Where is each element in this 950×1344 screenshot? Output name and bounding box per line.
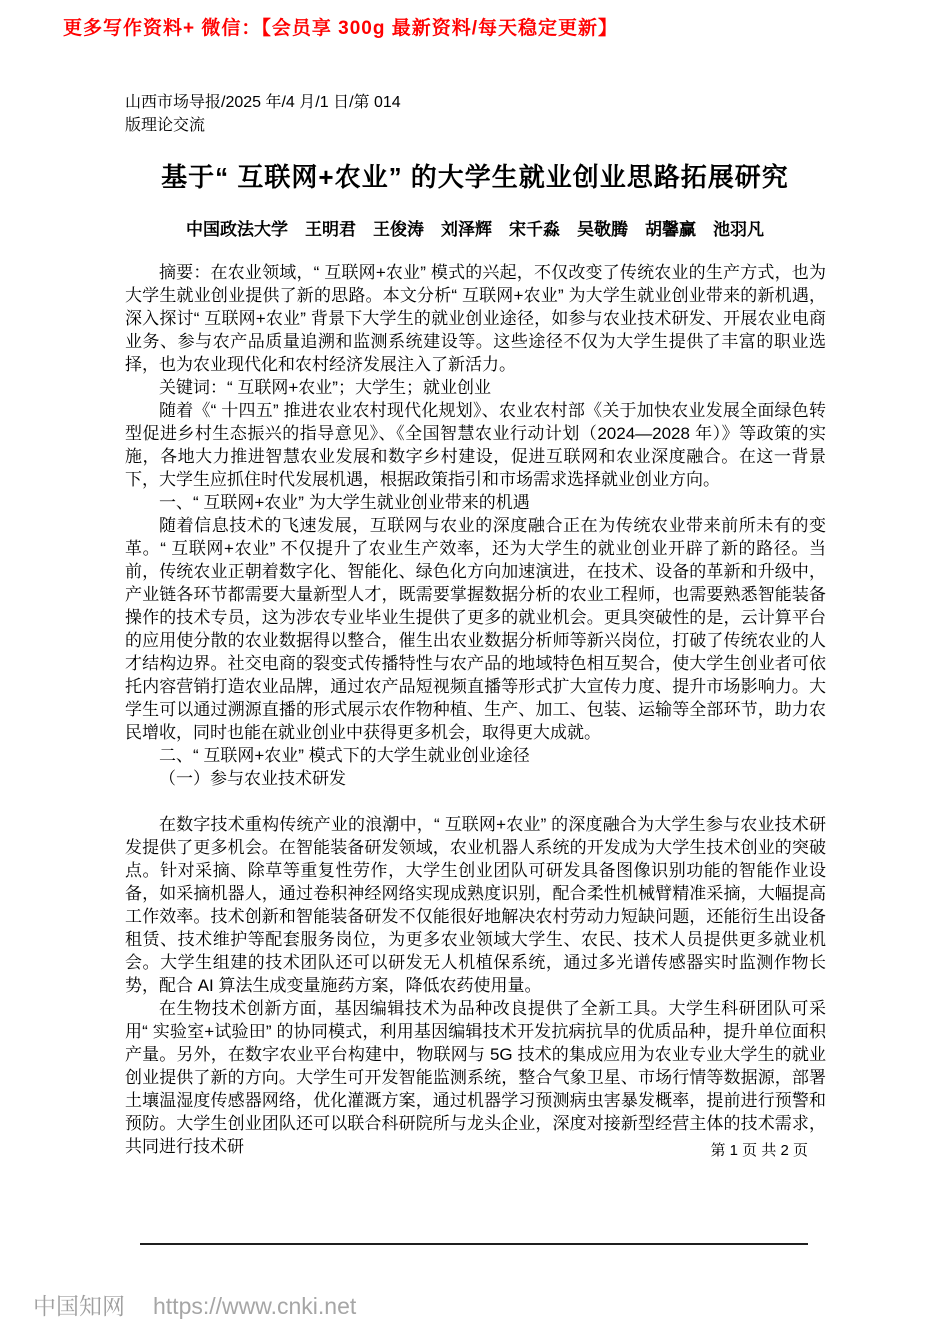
section-heading-1: 一、“ 互联网+农业” 为大学生就业创业带来的机遇	[159, 493, 530, 512]
section-1-paragraph: 随着信息技术的飞速发展，互联网与农业的深度融合正在为传统农业带来前所未有的变革。“ 互联网+农业” 不仅提升了农业生产效率，还为大学生的就业创业开辟了新的路径。当前，传统农业正朝着数字化、智能化、绿色化方向加速演进，在技术、设备的革新和升级中，产业链各环节都需要大量新型人才，既需要掌握数据分析的农业工程师，也需要熟悉智能装备操作的技术专员，这为涉农专业毕业生提供了更多的就业机会。更具突破性的是，云计算平台的应用使分散的农业数据得以整合，催生出农业数据分析师等新兴岗位，打破了传统农业的人才结构边界。社交电商的裂变式传播特性与农产品的地域特色相互契合，使大学生创业者可依托内容营销打造农业品牌，通过农产品短视频直播等形式扩大宣传力度、提升市场影响力。大学生可以通过溯源直播的形式展示农作物种植、生产、加工、包装、运输等全部环节，助力农民增收，同时也能在就业创业中获得更多机会，取得更大成就。	[125, 516, 826, 742]
section-heading-2: 二、“ 互联网+农业” 模式下的大学生就业创业途径	[159, 746, 530, 765]
source-line-2: 版理论交流	[125, 117, 206, 134]
site-footer	[33, 1288, 356, 1321]
subsection-heading-2-1: （一）参与农业技术研发	[159, 769, 346, 788]
source-info	[125, 91, 825, 137]
abstract-paragraph: 摘要：在农业领域，“ 互联网+农业” 模式的兴起，不仅改变了传统农业的生产方式，也为大学生就业创业提供了新的思路。本文分析“ 互联网+农业” 为大学生就业创业带来的新机遇，深入探讨“ 互联网+农业” 背景下大学生的就业创业途径，如参与农业技术研发、开展农业电商业务、参与农产品质量追溯和监测系统建设等。这些途径不仅为大学生提供了丰富的职业选择，也为农业现代化和农村经济发展注入了新活力。	[125, 263, 826, 374]
subsection-2-1-paragraph-2: 在生物技术创新方面，基因编辑技术为品种改良提供了全新工具。大学生科研团队可采用“ 实验室+试验田” 的协同模式，利用基因编辑技术开发抗病抗旱的优质品种，提升单位面积产量。另外，在数字农业平台构建中，物联网与 5G 技术的集成应用为农业专业大学生的就业创业提供了新的方向。大学生可开发智能监测系统，整合气象卫星、市场行情等数据源，部署土壤温湿度传感器网络，优化灌溉方案，通过机器学习预测病虫害暴发概率，提前进行预警和预防。大学生创业团队还可以联合科研院所与龙头企业，深度对接新型经营主体的技术需求，共同进行技术研	[125, 999, 826, 1156]
keywords-line: 关键词：“ 互联网+农业”；大学生；就业创业	[159, 378, 491, 397]
article-title: 基于“ 互联网+农业” 的大学生就业创业思路拓展研究	[161, 162, 789, 192]
subsection-2-1-paragraph-1: 在数字技术重构传统产业的浪潮中，“ 互联网+农业” 的深度融合为大学生参与农业技术研发提供了更多机会。在智能装备研发领域，农业机器人系统的开发成为大学生技术创业的突破点。针对采摘、除草等重复性劳作，大学生创业团队可研发具备图像识别功能的智能作业设备，如采摘机器人，通过卷积神经网络实现成熟度识别，配合柔性机械臂精准采摘，大幅提高工作效率。技术创新和智能装备研发不仅能很好地解决农村劳动力短缺问题，还能衍生出设备租赁、技术维护等配套服务岗位，为更多农业领域大学生、农民、技术人员提供更多就业机会。大学生组建的技术团队还可以研发无人机植保系统，通过多光谱传感器实时监测作物长势，配合 AI 算法生成变量施药方案，降低农药使用量。	[125, 815, 826, 995]
cnki-brand-watermark: 中国知网	[33, 1293, 125, 1319]
promo-banner: 更多写作资料+ 微信：【会员享 300g 最新资料/每天稳定更新】	[63, 18, 619, 39]
article-body	[125, 261, 826, 1158]
page-number-indicator: 第 1 页 共 2 页	[710, 1142, 808, 1159]
footer-divider-line	[140, 1243, 808, 1245]
intro-paragraph: 随着《“ 十四五” 推进农业农村现代化规划》、农业农村部《关于加快农业发展全面绿色转型促进乡村生态振兴的指导意见》、《全国智慧农业行动计划（2024—2028 年）》等政策的实施，各地大力推进智慧农业发展和数字乡村建设，促进互联网和农业深度融合。在这一背景下，大学生应抓住时代发展机遇，根据政策指引和市场需求选择就业创业方向。	[125, 401, 826, 489]
article-authors: 中国政法大学 王明君 王俊涛 刘泽辉 宋千淼 吴敬腾 胡馨赢 池羽凡	[186, 220, 764, 239]
cnki-url-watermark: https://www.cnki.net	[153, 1293, 357, 1319]
source-line-1: 山西市场导报/2025 年/4 月/1 日/第 014	[125, 94, 401, 111]
